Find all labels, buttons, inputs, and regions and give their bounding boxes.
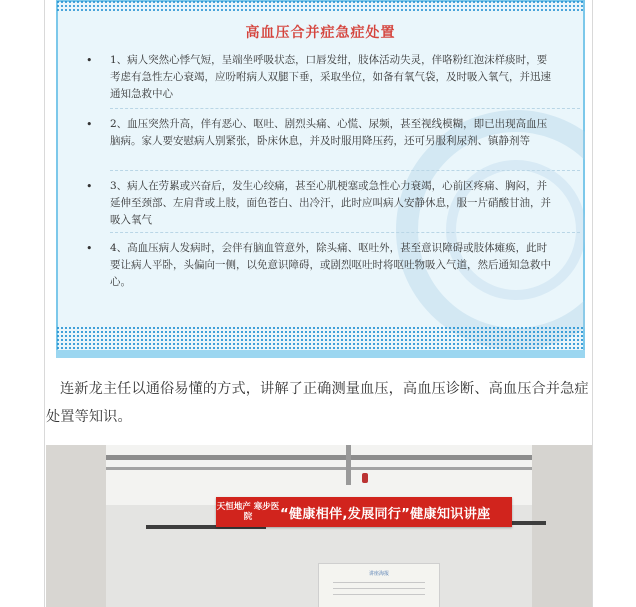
slide-top-dot-pattern [56,0,585,12]
banner-organizer: 天恒地产 寒步医院 [216,502,280,522]
banner-title: “健康相伴,发展同行”健康知识讲座 [280,506,491,522]
poster-title: 讲座海报 [368,571,389,577]
poster-line [333,594,425,595]
photo-pillar-right [532,445,592,607]
photo-ceiling [46,445,592,505]
content-right-border [592,0,593,607]
poster-line [333,582,425,583]
slide-bullet-3: • 3、病人在劳累或兴奋后，发生心绞痛，甚至心肌梗塞或急性心力衰竭，心前区疼痛、胸闷，并延伸至颈部、左肩背或上肢，面色苍白、出冷汗，此时应叫病人安静休息，服一片硝酸甘油，并吸入氧气 [86,178,556,229]
slide-divider [110,232,580,234]
slide-bottom-dot-pattern [56,326,585,352]
slide-divider [110,108,580,110]
lecture-photo [46,445,592,607]
photo-pipe [46,455,592,460]
slide-divider [110,170,580,172]
slide-bottom-band [56,350,585,358]
presentation-slide-image [56,0,585,358]
slide-bullet-1: • 1、病人突然心悸气短，呈端坐呼吸状态，口唇发绀，肢体活动失灵，伴咯粉红泡沫样痰时，要考虑有急性左心衰竭，应吩咐病人双腿下垂，采取坐位，如备有氧气袋，及时吸入氧气，并迅速通知急救中心 [86,52,556,103]
slide-bullet-2: • 2、血压突然升高，伴有恶心、呕吐、剧烈头痛、心慌、尿频，甚至视线模糊，即已出现高血压脑病。家人要安慰病人别紧张，卧床休息，并及时服用降压药，还可另服利尿剂、镇静剂等 [86,116,556,150]
photo-pillar-left [46,445,106,607]
slide-title: 高血压合并症急症处置 [245,25,396,41]
content-left-border [44,0,45,607]
wall-poster [318,563,440,607]
poster-line [333,588,425,589]
photo-pipe [106,467,536,470]
slide-bullet-4: • 4、高血压病人发病时，会伴有脑血管意外，除头痛、呕吐外，甚至意识障碍或肢体瘫痪，此时要让病人平卧，头偏向一侧，以免意识障碍，或剧烈呕吐时将呕吐物吸入气道，然后通知急救中心。 [86,240,556,291]
event-banner [216,497,512,527]
photo-alarm [362,473,368,483]
photo-pipe [346,445,351,485]
article-paragraph: 连新龙主任以通俗易懂的方式，讲解了正确测量血压，高血压诊断、高血压合并急症处置等知识。 [46,381,589,425]
